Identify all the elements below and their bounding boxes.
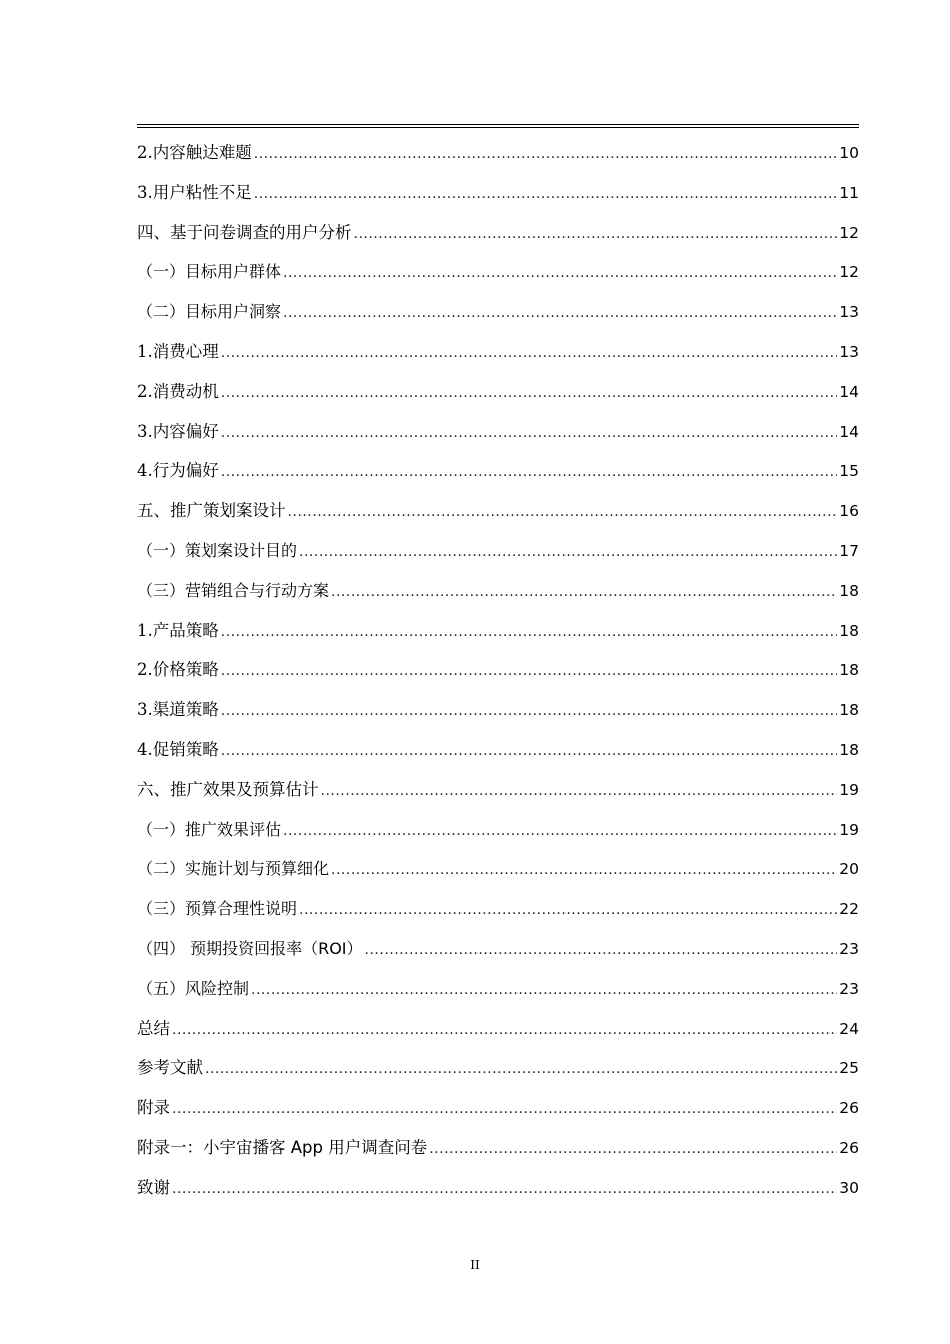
toc-entry-page: 11 [839, 183, 859, 202]
toc-entry-title: 3.内容偏好 [137, 421, 219, 441]
toc-entry-title: （二）目标用户洞察 [137, 302, 282, 322]
toc-entry-title: （二）实施计划与预算细化 [137, 859, 330, 879]
toc-entry[interactable] [137, 690, 859, 730]
toc-dot-leader [331, 851, 837, 891]
toc-dot-leader [172, 1170, 837, 1210]
toc-dot-leader [251, 971, 837, 1011]
toc-entry-title: 1.消费心理 [137, 341, 219, 361]
toc-entry-page: 12 [839, 263, 859, 282]
toc-entry-title: 六、推广效果及预算估计 [137, 779, 319, 799]
toc-dot-leader [221, 334, 838, 374]
toc-dot-leader [254, 135, 838, 175]
toc-entry[interactable] [137, 730, 859, 770]
toc-entry[interactable] [137, 1009, 859, 1049]
toc-dot-leader [172, 1011, 837, 1051]
toc-entry[interactable] [137, 451, 859, 491]
toc-entry-title: 3.用户粘性不足 [137, 182, 252, 202]
toc-entry[interactable] [137, 650, 859, 690]
toc-entry-title: 3.渠道策略 [137, 700, 219, 720]
toc-entry[interactable] [137, 531, 859, 571]
toc-entry-page: 22 [839, 900, 859, 919]
toc-entry-title: 4.促销策略 [137, 739, 219, 759]
toc-entry-title: （五）风险控制 [137, 978, 250, 998]
toc-entry-title: （三）营销组合与行动方案 [137, 580, 330, 600]
toc-entry-page: 13 [839, 303, 859, 322]
toc-dot-leader [321, 772, 838, 812]
toc-entry-page: 14 [839, 422, 859, 441]
toc-entry[interactable] [137, 611, 859, 651]
toc-entry-page: 20 [839, 860, 859, 879]
header-rule [137, 124, 859, 128]
toc-entry-title: 2.内容触达难题 [137, 143, 252, 162]
toc-dot-leader [365, 931, 838, 971]
toc-entry-page: 30 [839, 1178, 859, 1197]
toc-dot-leader [299, 533, 837, 573]
toc-entry-page: 23 [839, 939, 859, 958]
toc-entry-title: 2.消费动机 [137, 381, 219, 401]
toc-entry-page: 19 [839, 780, 859, 799]
toc-entry-title: （一）推广效果评估 [137, 819, 282, 839]
toc-dot-leader [331, 573, 837, 613]
toc-entry-title: 附录 [137, 1098, 170, 1118]
page-number: II [470, 1258, 480, 1272]
toc-dot-leader [221, 374, 838, 414]
toc-entry[interactable] [137, 969, 859, 1009]
toc-entry-title: 2.价格策略 [137, 660, 219, 680]
toc-entry[interactable] [137, 1088, 859, 1128]
toc-entry[interactable] [137, 1128, 859, 1168]
toc-dot-leader [221, 414, 838, 454]
toc-dot-leader [354, 215, 838, 255]
toc-entry[interactable] [137, 491, 859, 531]
toc-dot-leader [221, 652, 838, 692]
toc-entry-page: 25 [839, 1059, 859, 1078]
toc-entry-title: （一）策划案设计目的 [137, 540, 298, 560]
toc-entry[interactable] [137, 849, 859, 889]
toc-entry-page: 13 [839, 342, 859, 361]
toc-entry-title: 总结 [137, 1018, 170, 1038]
toc-entry-page: 18 [839, 621, 859, 640]
toc-dot-leader [288, 493, 838, 533]
toc-entry[interactable] [137, 1168, 859, 1208]
toc-entry-page: 15 [839, 462, 859, 481]
toc-entry-page: 26 [839, 1099, 859, 1118]
toc-entry-title: 4.行为偏好 [137, 461, 219, 481]
toc-entry-page: 19 [839, 820, 859, 839]
toc-entry[interactable] [137, 571, 859, 611]
toc-entry[interactable] [137, 929, 859, 969]
toc-entry-page: 16 [839, 502, 859, 521]
toc-dot-leader [205, 1050, 837, 1090]
toc-entry-title: 四、基于问卷调查的用户分析 [137, 222, 352, 242]
toc-entry-page: 17 [839, 541, 859, 560]
toc-entry[interactable] [137, 889, 859, 929]
toc-entry[interactable] [137, 1048, 859, 1088]
toc-entry[interactable] [137, 810, 859, 850]
toc-dot-leader [429, 1130, 837, 1170]
toc-entry[interactable] [137, 133, 859, 173]
toc-entry-page: 24 [839, 1019, 859, 1038]
toc-entry-title: 1.产品策略 [137, 620, 219, 640]
toc-dot-leader [221, 692, 838, 732]
toc-dot-leader [299, 891, 837, 931]
toc-entry-title: （三）预算合理性说明 [137, 899, 298, 919]
toc-dot-leader [221, 453, 838, 493]
toc-entry-title: （四） 预期投资回报率（ROI） [137, 938, 363, 958]
toc-entry-page: 12 [839, 223, 859, 242]
toc-entry-page: 14 [839, 382, 859, 401]
toc-entry[interactable] [137, 770, 859, 810]
toc-dot-leader [283, 294, 837, 334]
toc-dot-leader [172, 1090, 837, 1130]
toc-entry-title: 附录一：小宇宙播客 App 用户调查问卷 [137, 1137, 428, 1157]
toc-entry-page: 10 [839, 144, 859, 162]
toc-entry-page: 23 [839, 979, 859, 998]
toc-entry-title: 参考文献 [137, 1058, 203, 1078]
toc-entry-title: 致谢 [137, 1177, 170, 1197]
toc-entry[interactable] [137, 412, 859, 452]
toc-dot-leader [283, 812, 837, 852]
toc-entry[interactable] [137, 173, 859, 213]
toc-entry-page: 18 [839, 701, 859, 720]
toc-entry[interactable] [137, 292, 859, 332]
toc-dot-leader [283, 254, 837, 294]
table-of-contents [137, 133, 859, 1208]
toc-dot-leader [221, 732, 838, 772]
toc-entry-title: （一）目标用户群体 [137, 262, 282, 282]
toc-entry[interactable] [137, 252, 859, 292]
toc-entry-page: 26 [839, 1138, 859, 1157]
toc-entry[interactable] [137, 332, 859, 372]
toc-dot-leader [254, 175, 838, 215]
toc-entry-page: 18 [839, 661, 859, 680]
toc-entry-page: 18 [839, 740, 859, 759]
toc-entry[interactable] [137, 213, 859, 253]
toc-entry[interactable] [137, 372, 859, 412]
toc-entry-title: 五、推广策划案设计 [137, 501, 286, 521]
toc-entry-page: 18 [839, 581, 859, 600]
toc-dot-leader [221, 613, 838, 653]
